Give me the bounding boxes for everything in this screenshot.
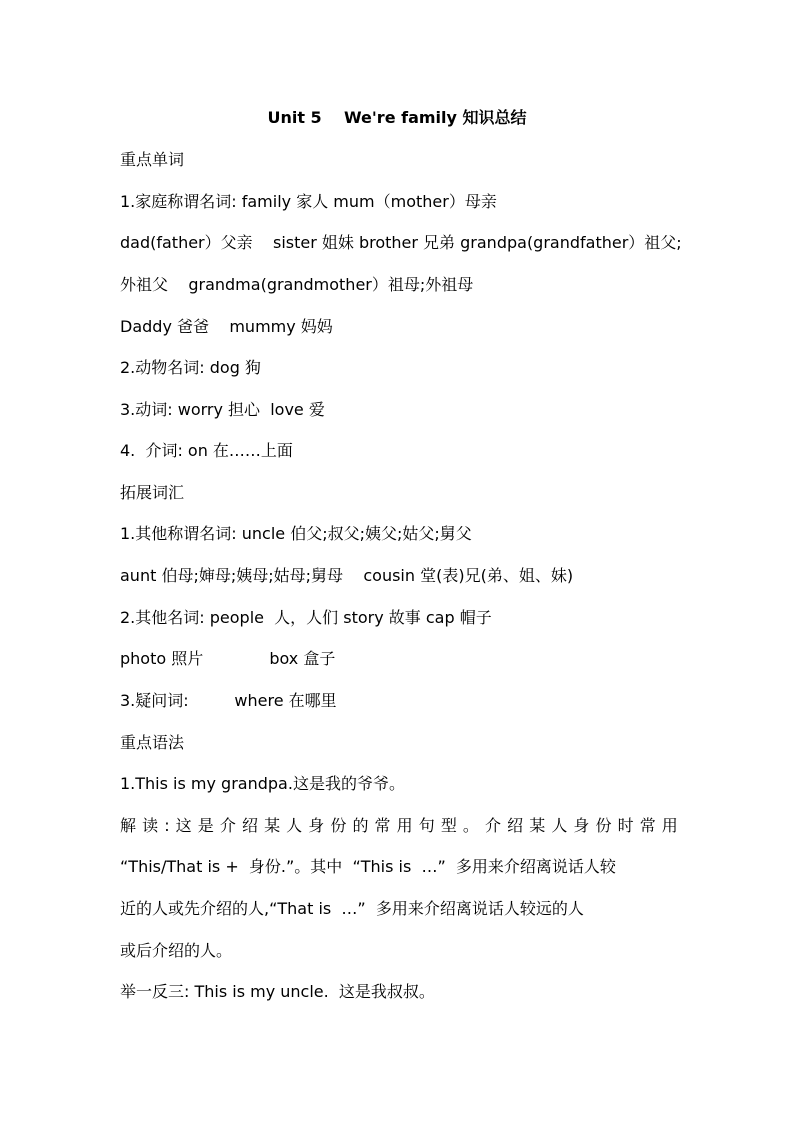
text-line-example-sentence: 1.This is my grandpa.这是我的爷爷。 — [120, 774, 405, 793]
section-heading-extended-vocab: 拓展词汇 — [120, 483, 185, 502]
text-line-practice-example: 举一反三: This is my uncle. 这是我叔叔。 — [120, 982, 435, 1001]
text-line-verbs: 3.动词: worry 担心 love 爱 — [120, 400, 325, 419]
text-line-other-titles: 1.其他称谓名词: uncle 伯父;叔父;姨父;姑父;舅父 — [120, 524, 472, 543]
text-line-prepositions: 4. 介词: on 在……上面 — [120, 441, 293, 460]
text-line-family-nouns: 1.家庭称谓名词: family 家人 mum（mother）母亲 — [120, 192, 497, 211]
document-title: Unit 5 We're family 知识总结 — [267, 108, 527, 127]
text-line-aunt-cousin: aunt 伯母;婶母;姨母;姑母;舅母 cousin 堂(表)兄(弟、姐、妹) — [120, 566, 574, 585]
text-line-photo-box: photo 照片 box 盒子 — [120, 649, 336, 668]
text-line-explanation-3: 近的人或先介绍的人,“That is …” 多用来介绍离说话人较远的人 — [120, 899, 584, 918]
section-heading-key-grammar: 重点语法 — [120, 733, 185, 752]
text-line-dad-sister-brother: dad(father）父亲 sister 姐妹 brother 兄弟 grandpa(grandfather）祖父; — [120, 233, 682, 252]
text-line-explanation-1: 解读:这是介绍某人身份的常用句型。介绍某人身份时常用 — [120, 816, 680, 835]
text-line-animal-nouns: 2.动物名词: dog 狗 — [120, 358, 261, 377]
text-line-explanation-4: 或后介绍的人。 — [120, 941, 233, 960]
section-heading-key-words: 重点单词 — [120, 150, 185, 169]
text-line-other-nouns: 2.其他名词: people 人，人们 story 故事 cap 帽子 — [120, 608, 492, 627]
text-line-daddy-mummy: Daddy 爸爸 mummy 妈妈 — [120, 317, 333, 336]
text-line-explanation-2: “This/That is + 身份.”。其中 “This is …” 多用来介绍离说话人较 — [120, 857, 616, 876]
text-line-grandma: 外祖父 grandma(grandmother）祖母;外祖母 — [120, 275, 474, 294]
text-line-question-words: 3.疑问词: where 在哪里 — [120, 691, 337, 710]
